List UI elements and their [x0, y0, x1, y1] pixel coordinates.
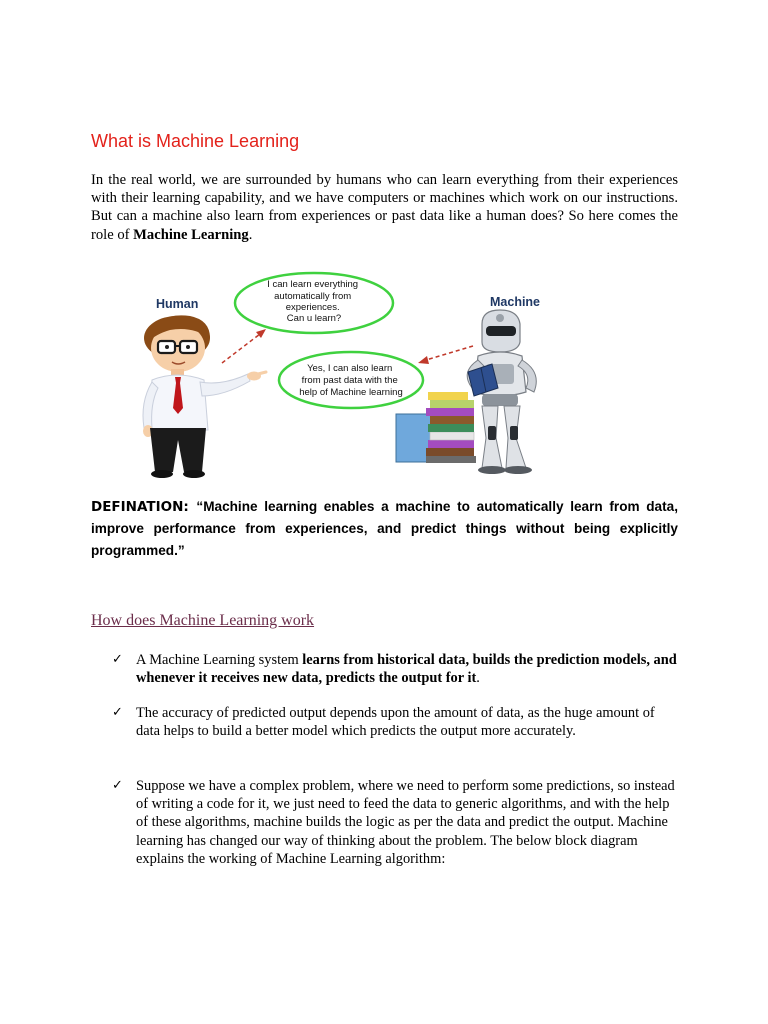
definition-paragraph	[91, 496, 678, 562]
intro-end: .	[248, 226, 253, 243]
bubble-bottom-line: Yes, I can also learn	[307, 363, 393, 374]
arrow-to-bottom-bubble	[418, 346, 473, 364]
list-item	[112, 651, 682, 687]
bubble-bottom-line: from past data with the	[301, 375, 398, 386]
definition-label: DEFINATION	[91, 499, 184, 515]
bubble-top-line: Can u learn?	[286, 313, 342, 324]
machine-label: Machine	[490, 295, 541, 309]
human-label: Human	[156, 297, 199, 311]
intro-bold-term: Machine Learning	[133, 226, 249, 243]
list-item-text	[136, 651, 682, 687]
bullet-1-pre: A Machine Learning system	[136, 652, 303, 668]
checkmark-icon: ✓	[112, 778, 123, 793]
list-item	[112, 704, 682, 740]
definition-text: “Machine learning enables a machine to automatically learn from data, improve performance from experiences, and predict things without being explicitly programmed.”	[91, 499, 678, 558]
list-item	[112, 777, 682, 868]
bubble-top-line: I can learn everything	[267, 279, 359, 290]
page-title: What is Machine Learning	[91, 131, 300, 151]
bullet-1-bold: learns from historical data, builds the prediction models, and whenever it receives new data, predicts the output for it	[136, 652, 677, 687]
bubble-bottom-text	[299, 363, 403, 398]
checkmark-icon: ✓	[112, 652, 123, 667]
checkmark-icon: ✓	[112, 705, 123, 720]
robot-figure	[467, 310, 536, 474]
list-item-text: Suppose we have a complex problem, where we need to perform some predictions, so instead of writing a code for it, we just need to feed the data to generic algorithms, and with the help of these algorithms, machine builds the logic as per the data and predict the output. Machine learning has changed our way of thinking about the problem. The below block diagram explains the working of Machine Learning algorithm:	[136, 778, 675, 867]
arrow-to-top-bubble	[222, 329, 266, 363]
bullet-1-post: .	[476, 670, 480, 687]
definition-colon: :	[183, 499, 197, 515]
human-machine-illustration	[130, 268, 560, 483]
bubble-top-line: experiences.	[285, 302, 340, 313]
list-item-text: The accuracy of predicted output depends upon the amount of data, as the huge amount of data helps to build a better model which predicts the output more accurately.	[136, 705, 655, 740]
section-heading: How does Machine Learning work	[91, 612, 315, 629]
intro-text: In the real world, we are surrounded by humans who can learn everything from their experiences with their learning capability, and we have computers or machines which work on our instructions. But can a machine also learn from experiences or past data like a human does? So here comes the role of	[91, 172, 678, 243]
books-stack	[396, 392, 476, 463]
bubble-top-line: automatically from	[274, 291, 352, 302]
human-figure	[143, 315, 266, 478]
bubble-bottom-line: help of Machine learning	[299, 387, 403, 398]
intro-paragraph	[91, 171, 678, 244]
